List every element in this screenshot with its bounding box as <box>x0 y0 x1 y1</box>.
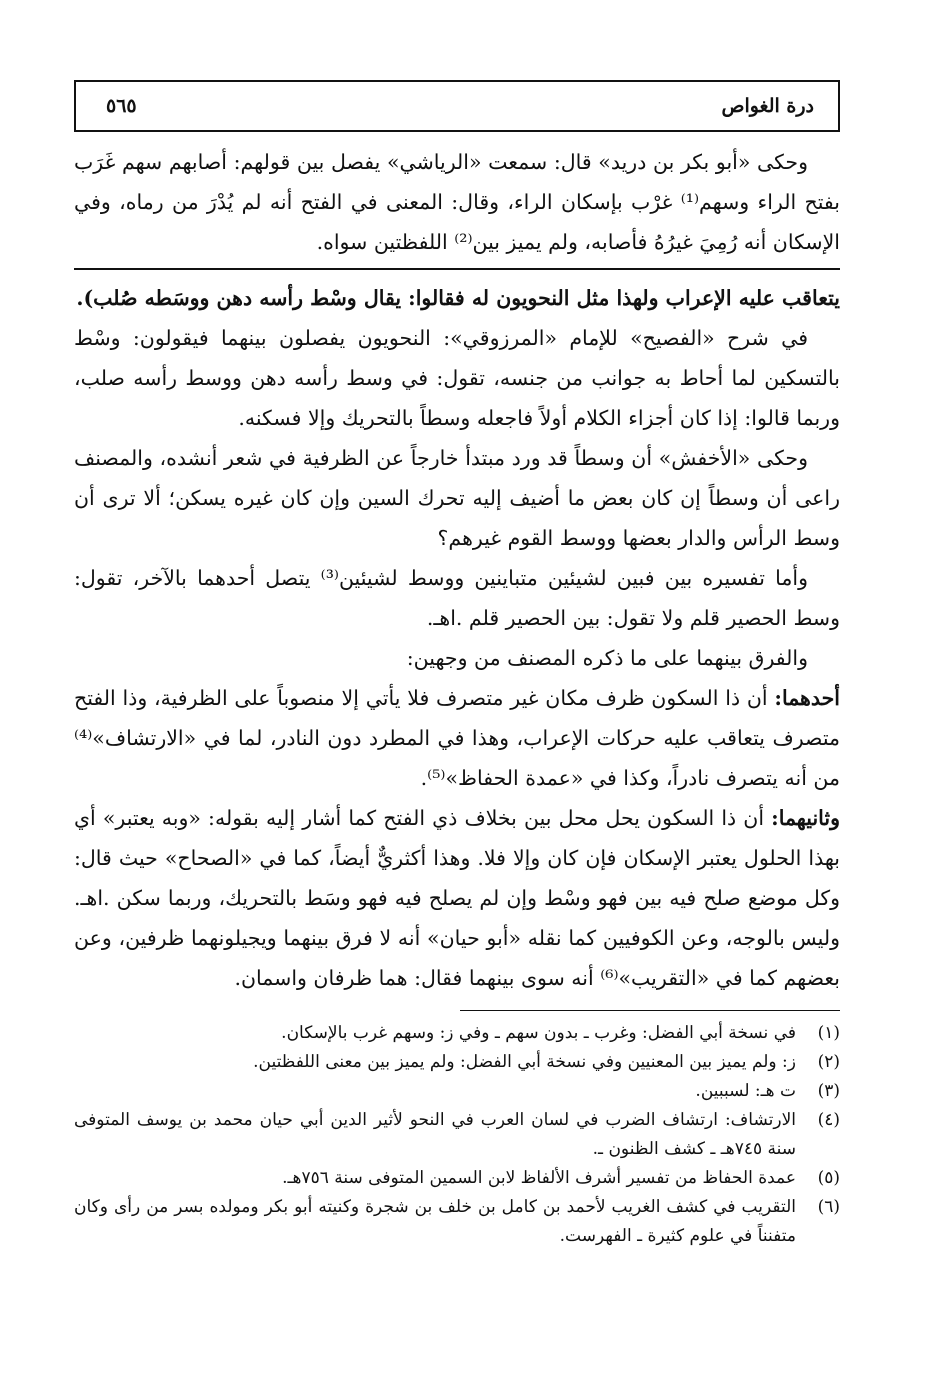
paragraph: أحدهما: أن ذا السكون ظرف مكان غير متصرف فلا يأتي إلا منصوباً على الظرفية، وذا الفتح متصرف يتعاقب عليه حركات الإعراب، وهذا في المطرد دون النادر، لما في «الارتشاف»⁽⁴⁾ من أنه يتصرف نادراً، وكذا في «عمدة الحفاظ»⁽⁵⁾. <box>74 686 840 790</box>
footnote-number: (٢) <box>817 1052 840 1072</box>
footnotes <box>74 1019 840 1251</box>
footnote-text: في نسخة أبي الفضل: وغرب ـ بدون سهم ـ وفي ز: وسهم غرب بالإسكان. <box>281 1023 796 1043</box>
paragraph: والفرق بينهما على ما ذكره المصنف من وجهين: <box>406 646 808 670</box>
footnote <box>74 1019 840 1048</box>
paragraph: وثانيهما: أن ذا السكون يحل محل بين بخلاف ذي الفتح كما أشار إليه بقوله: «وبه يعتبر» أي بهذا الحلول يعتبر الإسكان فإن كان وإلا فلا. وهذا أكثريٌّ أيضاً، كما في «الصحاح» حيث قال: وكل موضع صلح فيه بين فهو وسْط وإن لم يصلح فيه فهو وسَط بالتحريك، وربما سكن .اهـ. وليس بالوجه، وعن الكوفيين كما نقله «أبو حيان» أنه لا فرق بينهما ويجيلونهما ظرفين، وعن بعضهم كما في «التقريب»⁽⁶⁾ أنه سوى بينهما فقال: هما ظرفان واسمان. <box>74 806 840 990</box>
footnote-text: التقريب في كشف الغريب لأحمد بن كامل بن خلف بن شجرة وكنيته أبو بكر ومولده بسر من رأى وكان متفنناً في علوم كثيرة ـ الفهرست. <box>74 1197 796 1246</box>
footnote <box>74 1164 840 1193</box>
footnote-divider <box>460 1010 840 1011</box>
footnote-number: (٦) <box>817 1197 840 1217</box>
section-divider <box>74 268 840 270</box>
footnote-number: (٤) <box>817 1110 840 1130</box>
paragraph: وحكى «أبو بكر بن دريد» قال: سمعت «الرياشي» يفصل بين قولهم: أصابهم سهم غَرَب بفتح الراء وسهم⁽¹⁾ غرْب بإسكان الراء، وقال: المعنى في الفتح أنه لم يُدْرَ من رماه، وفي الإسكان أنه رُمِيَ غيرُهُ فأصابه، ولم يميز بين⁽²⁾ اللفظتين سواه. <box>74 150 840 254</box>
footnote <box>74 1106 840 1164</box>
footnote-text: عمدة الحفاظ من تفسير أشرف الألفاظ لابن السمين المتوفى سنة ٧٥٦هـ. <box>282 1168 796 1188</box>
paragraph: وأما تفسيره بين فبين لشيئين متباينين ووسط لشيئين⁽³⁾ يتصل أحدهما بالآخر، تقول: وسط الحصير قلم ولا تقول: بين الحصير قلم .اهـ. <box>74 566 840 630</box>
section-heading: يتعاقب عليه الإعراب ولهذا مثل النحويون له فقالوا: يقال وسْط رأسه دهن ووسَطه صُلب). <box>76 286 840 310</box>
footnote-text: الارتشاف: ارتشاف الضرب في لسان العرب في النحو لأثير الدين أبي حيان محمد بن يوسف المتوفى سنة ٧٤٥هـ ـ كشف الظنون ـ. <box>74 1110 796 1159</box>
page <box>74 80 840 1251</box>
footnote <box>74 1048 840 1077</box>
top-section <box>74 142 840 262</box>
book-title: درة الغواص <box>721 95 814 117</box>
page-header <box>74 80 840 132</box>
footnote-number: (٥) <box>817 1168 840 1188</box>
footnote <box>74 1077 840 1106</box>
main-section <box>74 278 840 998</box>
page-number: ٥٦٥ <box>106 95 137 117</box>
footnote <box>74 1193 840 1251</box>
paragraph: وحكى «الأخفش» أن وسطاً قد ورد مبتدأ خارجاً عن الظرفية في شعر أنشده، والمصنف راعى أن وسطاً إن كان بعض ما أضيف إليه تحرك السين وإن كان غيره يسكن؛ ألا ترى أن وسط الرأس والدار بعضها ووسط القوم غيرهم؟ <box>74 446 840 550</box>
footnote-number: (١) <box>817 1023 840 1043</box>
footnote-text: ت هـ: لسببين. <box>695 1081 796 1101</box>
paragraph: في شرح «الفصيح» للإمام «المرزوقي»: النحويون يفصلون بينهما فيقولون: وسْط بالتسكين لما أحاط به جوانب من جنسه، تقول: في وسط رأسه دهن ووسط رأسه صلب، وربما قالوا: إذا كان أجزاء الكلام أولاً فاجعله وسطاً بالتحريك وإلا فسكنه. <box>74 326 840 430</box>
footnote-text: ز: ولم يميز بين المعنيين وفي نسخة أبي الفضل: ولم يميز بين معنى اللفظتين. <box>253 1052 796 1072</box>
footnote-number: (٣) <box>817 1081 840 1101</box>
